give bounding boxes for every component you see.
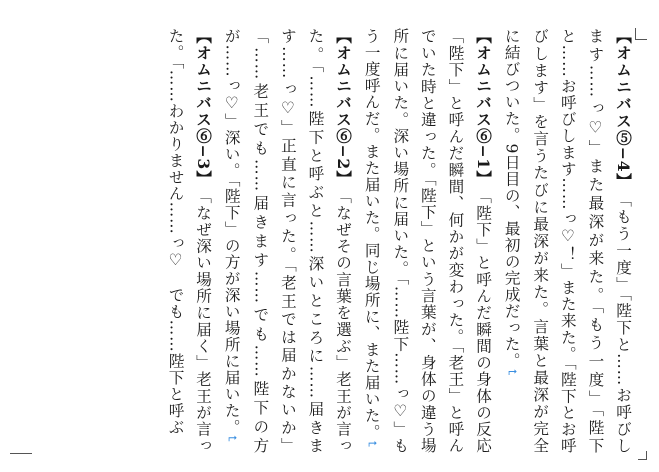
return-arrow-icon[interactable]: ⮤	[365, 440, 379, 448]
paragraph-text: 「なぜ深い場所に届く」老王が言った。「……わかりません……っ♡ でも……陛下と呼ぶ	[166, 28, 213, 455]
crop-mark-bottom-right	[638, 451, 647, 460]
paragraph-text: 「もう一度」「陛下と……お呼びします……っ♡」また最深が来た。「もう一度」「陛下と……お呼びします……っ♡！」また来た。「陛下とお呼びします」を言うたびに最深が来た。言葉と最深が完全に結びついた。9日目の、最初の完成だった。	[502, 28, 632, 455]
paragraph-text: 「陛下」と呼んだ瞬間の身体の反応「陛下」と呼んだ瞬間、何かが変わった。「老王」と呼んでいた時と違った。「陛下」という言葉が、身体の違う場所に届いた。深い場所に届いた。「……陛下……っ♡」もう一度呼んだ。また届いた。同じ場所に、また届いた。	[362, 28, 493, 455]
paragraph-omnibus-6-1	[357, 28, 497, 454]
paragraph-omnibus-6-2	[217, 28, 357, 454]
section-heading: 【オムニバス⑥−1】	[474, 28, 494, 180]
section-heading: 【オムニバス⑥−2】	[334, 28, 354, 180]
section-heading: 【オムニバス⑤−4】	[614, 28, 633, 183]
paragraph-omnibus-5-4	[497, 28, 637, 454]
crop-mark-bottom-left	[10, 453, 32, 454]
paragraph-omnibus-6-3	[161, 28, 217, 454]
paragraph-text: 「なぜその言葉を選ぶ」老王が言った。「……陛下と呼ぶと……深いところに……届きます……っ♡」正直に言った。「老王では届かないか」「……老王でも……届きます……でも……陛下の方が……っ♡」深い。「陛下」の方が深い場所に届いた。	[222, 28, 353, 455]
vertical-text-body	[161, 28, 637, 454]
return-arrow-icon[interactable]: ⮤	[505, 368, 519, 377]
return-arrow-icon[interactable]: ⮤	[225, 435, 239, 443]
section-heading: 【オムニバス⑥−3】	[194, 28, 214, 180]
